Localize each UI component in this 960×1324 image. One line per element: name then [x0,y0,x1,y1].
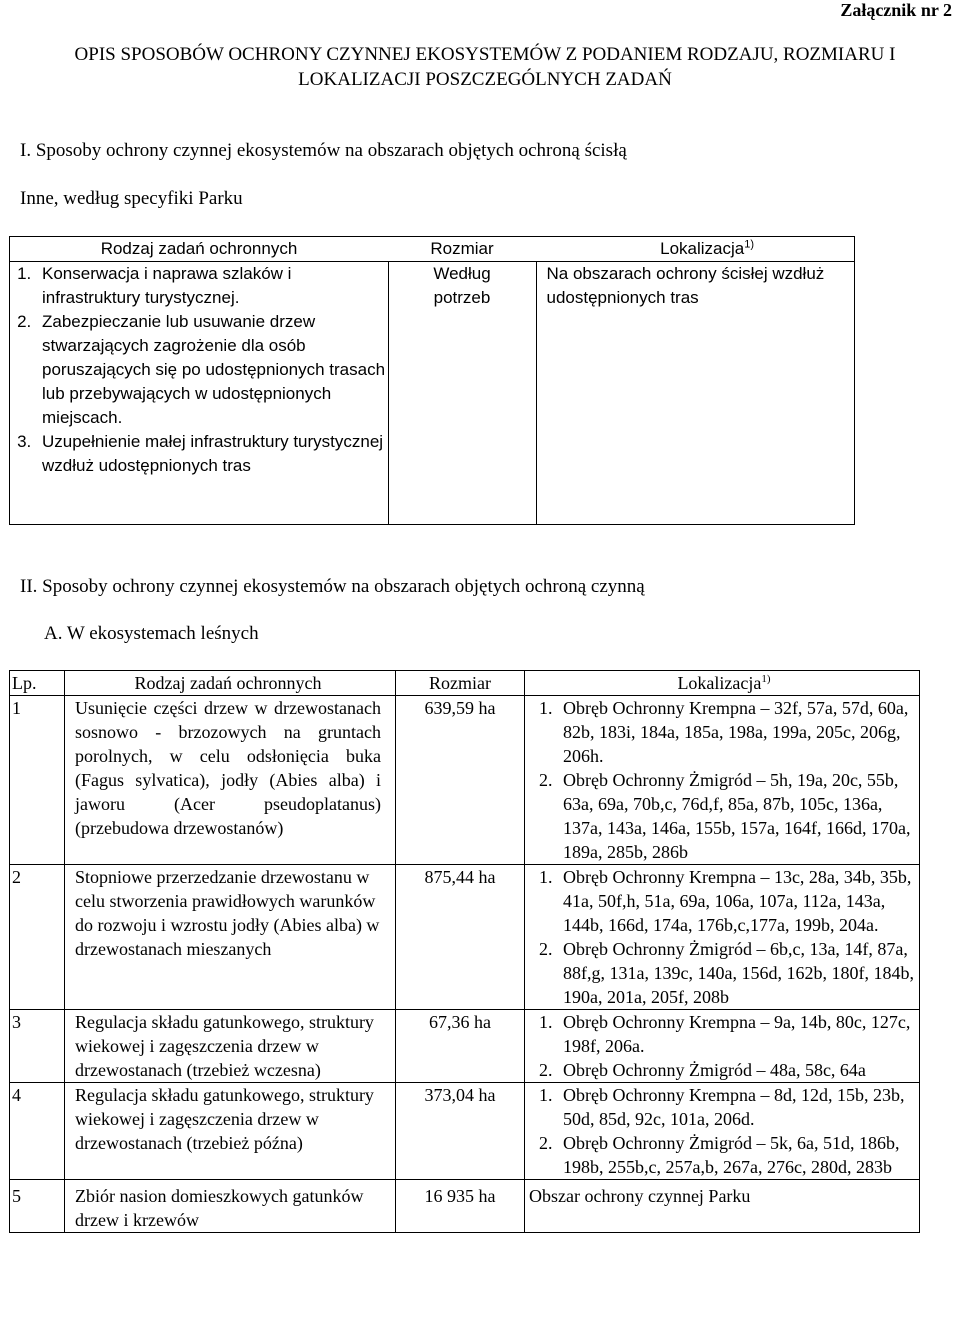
task-description: Regulacja składu gatunkowego, struktury wiekowej i zagęszczenia drzew w drzewostanach (trzebież wczesna) [65,1010,396,1083]
row-number: 1 [10,696,65,865]
attachment-label: Załącznik nr 2 [840,0,952,20]
task-location: Obszar ochrony czynnej Parku [525,1180,920,1233]
header-rozmiar: Rozmiar [430,239,494,258]
table-header-row [10,237,855,262]
task-list-cell [10,262,389,525]
header-rodzaj: Rodzaj zadań ochronnych [100,239,298,258]
task-size: 875,44 ha [396,865,525,1010]
task-size: 16 935 ha [396,1180,525,1233]
section-2-heading: II. Sposoby ochrony czynnej ekosystemów na obszarach objętych ochroną czynną [20,576,645,597]
task-size: 67,36 ha [396,1010,525,1083]
list-item: 1. Obręb Ochronny Krempna – 8d, 12d, 15b, 23b, 50d, 85d, 92c, 101a, 206d. [557,1083,919,1131]
row-number: 5 [10,1180,65,1233]
table-row [10,1083,920,1180]
active-protection-table [9,670,920,1233]
list-item: 2. Obręb Ochronny Żmigród – 5h, 19a, 20c, 55b, 63a, 69a, 70b,c, 76d,f, 85a, 87b, 105c, 136a, 137a, 143a, 146a, 155b, 157a, 164f, 166d, 170a, 189a, 285b, 286b [557,768,919,864]
list-item: 1. Obręb Ochronny Krempna – 13c, 28a, 34b, 35b, 41a, 50f,h, 51a, 69a, 106a, 107a, 112a, 143a, 144b, 166d, 174a, 176b,c,177a, 199b, 204a. [557,865,919,937]
table-row [10,865,920,1010]
list-item: 1. Konserwacja i naprawa szlaków i infrastruktury turystycznej. [36,262,388,310]
list-item: 2. Obręb Ochronny Żmigród – 6b,c, 13a, 14f, 87a, 88f,g, 131a, 139c, 140a, 156d, 162b, 180f, 184b, 190a, 201a, 205f, 208b [557,937,919,1009]
task-list [14,262,388,478]
list-item: 2. Obręb Ochronny Żmigród – 48a, 58c, 64a [557,1058,919,1082]
strict-protection-table [9,236,855,525]
header-lokalizacja: Lokalizacja$^{1)}$ [660,238,754,258]
rozmiar-cell: Według potrzeb [388,262,536,525]
task-location [525,1083,920,1180]
task-location [525,696,920,865]
task-description: Regulacja składu gatunkowego, struktury wiekowej i zagęszczenia drzew w drzewostanach (trzebież późna) [65,1083,396,1180]
list-item: 2. Zabezpieczanie lub usuwanie drzew stwarzających zagrożenie dla osób poruszających się po udostępnionych trasach lub przebywających w udostępnionych miejscach. [36,310,388,430]
document-title: OPIS SPOSOBÓW OCHRONY CZYNNEJ EKOSYSTEMÓW Z PODANIEM RODZAJU, ROZMIARU I LOKALIZACJI POSZCZEGÓLNYCH ZADAŃ [74,44,896,90]
list-item: 3. Uzupełnienie małej infrastruktury turystycznej wzdłuż udostępnionych tras [36,430,388,478]
task-location [525,1010,920,1083]
table-row [10,696,920,865]
task-size: 639,59 ha [396,696,525,865]
section-1-heading: I. Sposoby ochrony czynnej ekosystemów na obszarach objętych ochroną ścisłą [20,140,627,161]
task-location [525,865,920,1010]
task-description: Usunięcie części drzew w drzewostanach sosnowo - brzozowych na gruntach porolnych, w celu odsłonięcia buka (Fagus sylvatica), jodły (Abies alba) i jaworu (Acer pseudoplatanus) (przebudowa drzewostanów) [65,696,396,865]
section-2-subheading: A. W ekosystemach leśnych [44,623,259,644]
list-item: 2. Obręb Ochronny Żmigród – 5k, 6a, 51d, 186b, 198b, 255b,c, 257a,b, 267a, 276c, 280d, 283b [557,1131,919,1179]
row-number: 4 [10,1083,65,1180]
header-rozmiar: Rozmiar [396,671,525,696]
table-row [10,1180,920,1233]
row-number: 3 [10,1010,65,1083]
header-rodzaj: Rodzaj zadań ochronnych [65,671,396,696]
section-1-subheading: Inne, według specyfiki Parku [20,188,243,209]
list-item: 1. Obręb Ochronny Krempna – 9a, 14b, 80c, 127c, 198f, 206a. [557,1010,919,1058]
row-number: 2 [10,865,65,1010]
header-lp: Lp. [10,671,65,696]
lokalizacja-cell: Na obszarach ochrony ścisłej wzdłuż udostępnionych tras [536,262,855,525]
task-description: Stopniowe przerzedzanie drzewostanu w celu stworzenia prawidłowych warunków do rozwoju i wzrostu jodły (Abies alba) w drzewostanach mieszanych [65,865,396,1010]
table-header-row [10,671,920,696]
header-lokalizacja: Lokalizacja$^{1)}$ [525,671,920,696]
table-row [10,1010,920,1083]
task-description: Zbiór nasion domieszkowych gatunków drzew i krzewów [65,1180,396,1233]
table-row [10,262,855,525]
task-size: 373,04 ha [396,1083,525,1180]
list-item: 1. Obręb Ochronny Krempna – 32f, 57a, 57d, 60a, 82b, 183i, 184a, 185a, 198a, 199a, 205c, 206g, 206h. [557,696,919,768]
